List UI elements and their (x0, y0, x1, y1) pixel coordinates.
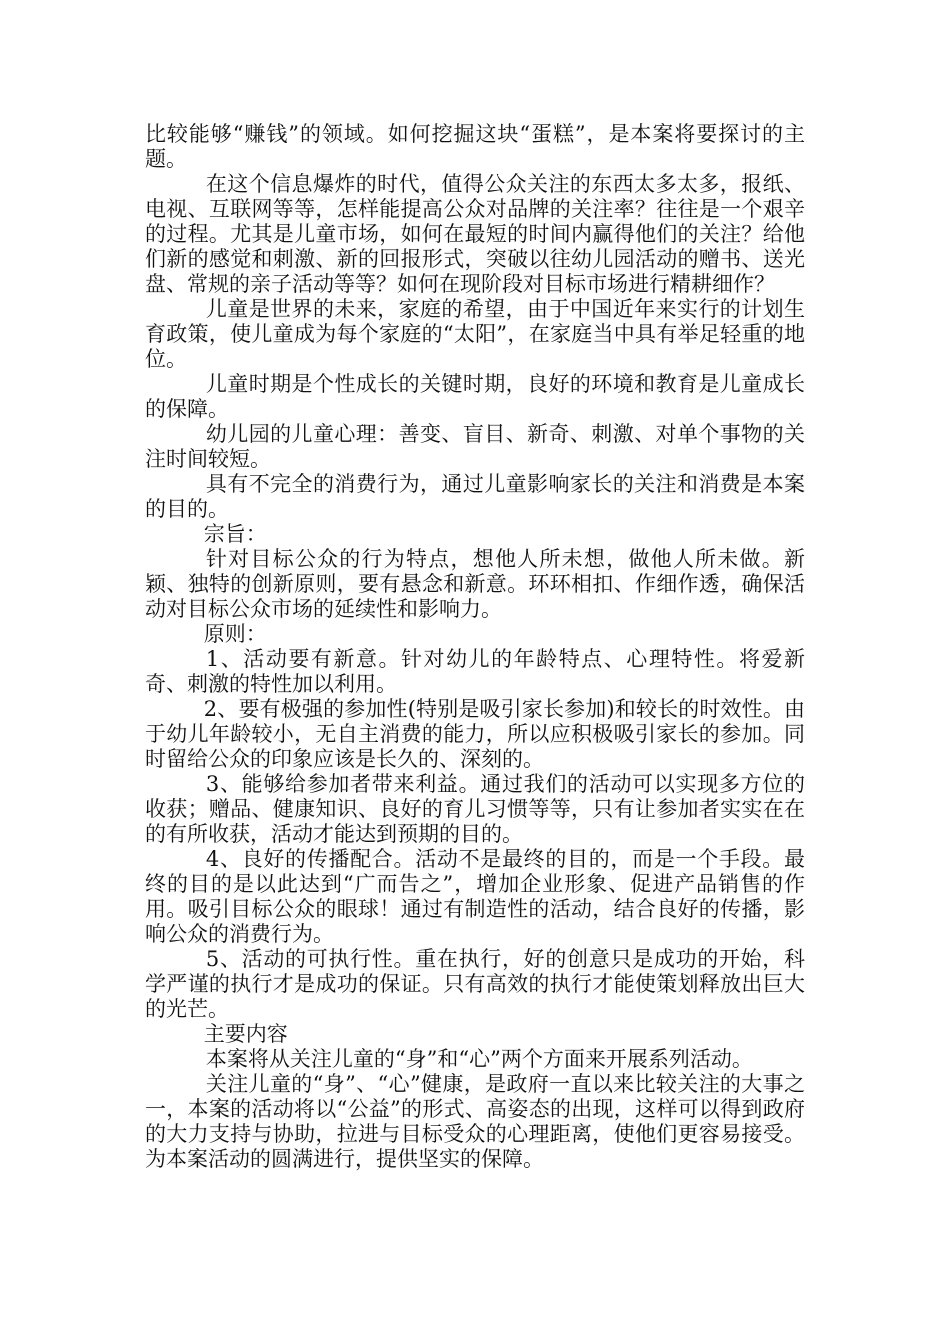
heading-principles: 原则： (203, 622, 267, 646)
paragraph-public-welfare: 关注儿童的“身”、“心”健康，是政府一直以来比较关注的大事之一，本案的活动将以“公益”的形式、高姿态的出现，这样可以得到政府的大力支持与协助，拉进与目标受众的心理距离，使他们更容易接受。为本案活动的圆满进行，提供坚实的保障。 (145, 1072, 805, 1171)
heading-purpose: 宗旨： (203, 522, 267, 546)
principle-item-5: 5、活动的可执行性。重在执行，好的创意只是成功的开始，科学严谨的执行才是成功的保证。只有高效的执行才能使策划释放出巨大的光芒。 (145, 947, 805, 1021)
paragraph-growth-period: 儿童时期是个性成长的关键时期，良好的环境和教育是儿童成长的保障。 (145, 372, 805, 421)
paragraph-purpose: 针对目标公众的行为特点，想他人所未想，做他人所未做。新颖、独特的创新原则，要有悬念和新意。环环相扣、作细作透，确保活动对目标公众市场的延续性和影响力。 (145, 547, 805, 621)
paragraph-intro-continuation: 比较能够“赚钱”的领域。如何挖掘这块“蛋糕”，是本案将要探讨的主题。 (145, 122, 805, 171)
principle-item-4: 4、良好的传播配合。活动不是最终的目的，而是一个手段。最终的目的是以此达到“广而告之”，增加企业形象、促进产品销售的作用。吸引目标公众的眼球！通过有制造性的活动，结合良好的传播，影响公众的消费行为。 (145, 847, 805, 946)
paragraph-consumer-behavior: 具有不完全的消费行为，通过儿童影响家长的关注和消费是本案的目的。 (145, 472, 805, 521)
document-body (145, 122, 805, 1172)
paragraph-children-future: 儿童是世界的未来，家庭的希望，由于中国近年来实行的计划生育政策，使儿童成为每个家庭的“太阳”，在家庭当中具有举足轻重的地位。 (145, 297, 805, 371)
principle-item-3: 3、能够给参加者带来利益。通过我们的活动可以实现多方位的收获；赠品、健康知识、良好的育儿习惯等等，只有让参加者实实在在的有所收获，活动才能达到预期的目的。 (145, 772, 805, 846)
principle-item-2: 2、要有极强的参加性(特别是吸引家长参加)和较长的时效性。由于幼儿年龄较小，无自主消费的能力，所以应积极吸引家长的参加。同时留给公众的印象应该是长久的、深刻的。 (145, 697, 805, 771)
paragraph-main-content: 本案将从关注儿童的“身”和“心”两个方面来开展系列活动。 (205, 1047, 753, 1071)
paragraph-information-age: 在这个信息爆炸的时代，值得公众关注的东西太多太多，报纸、电视、互联网等等，怎样能提高公众对品牌的关注率？往往是一个艰辛的过程。尤其是儿童市场，如何在最短的时间内赢得他们的关注？给他们新的感觉和刺激、新的回报形式，突破以往幼儿园活动的赠书、送光盘、常规的亲子活动等等？如何在现阶段对目标市场进行精耕细作？ (145, 172, 805, 296)
paragraph-child-psychology: 幼儿园的儿童心理：善变、盲目、新奇、刺激、对单个事物的关注时间较短。 (145, 422, 805, 471)
heading-main-content: 主要内容 (203, 1022, 288, 1046)
principle-item-1: 1、活动要有新意。针对幼儿的年龄特点、心理特性。将爱新奇、刺激的特性加以利用。 (145, 647, 805, 696)
